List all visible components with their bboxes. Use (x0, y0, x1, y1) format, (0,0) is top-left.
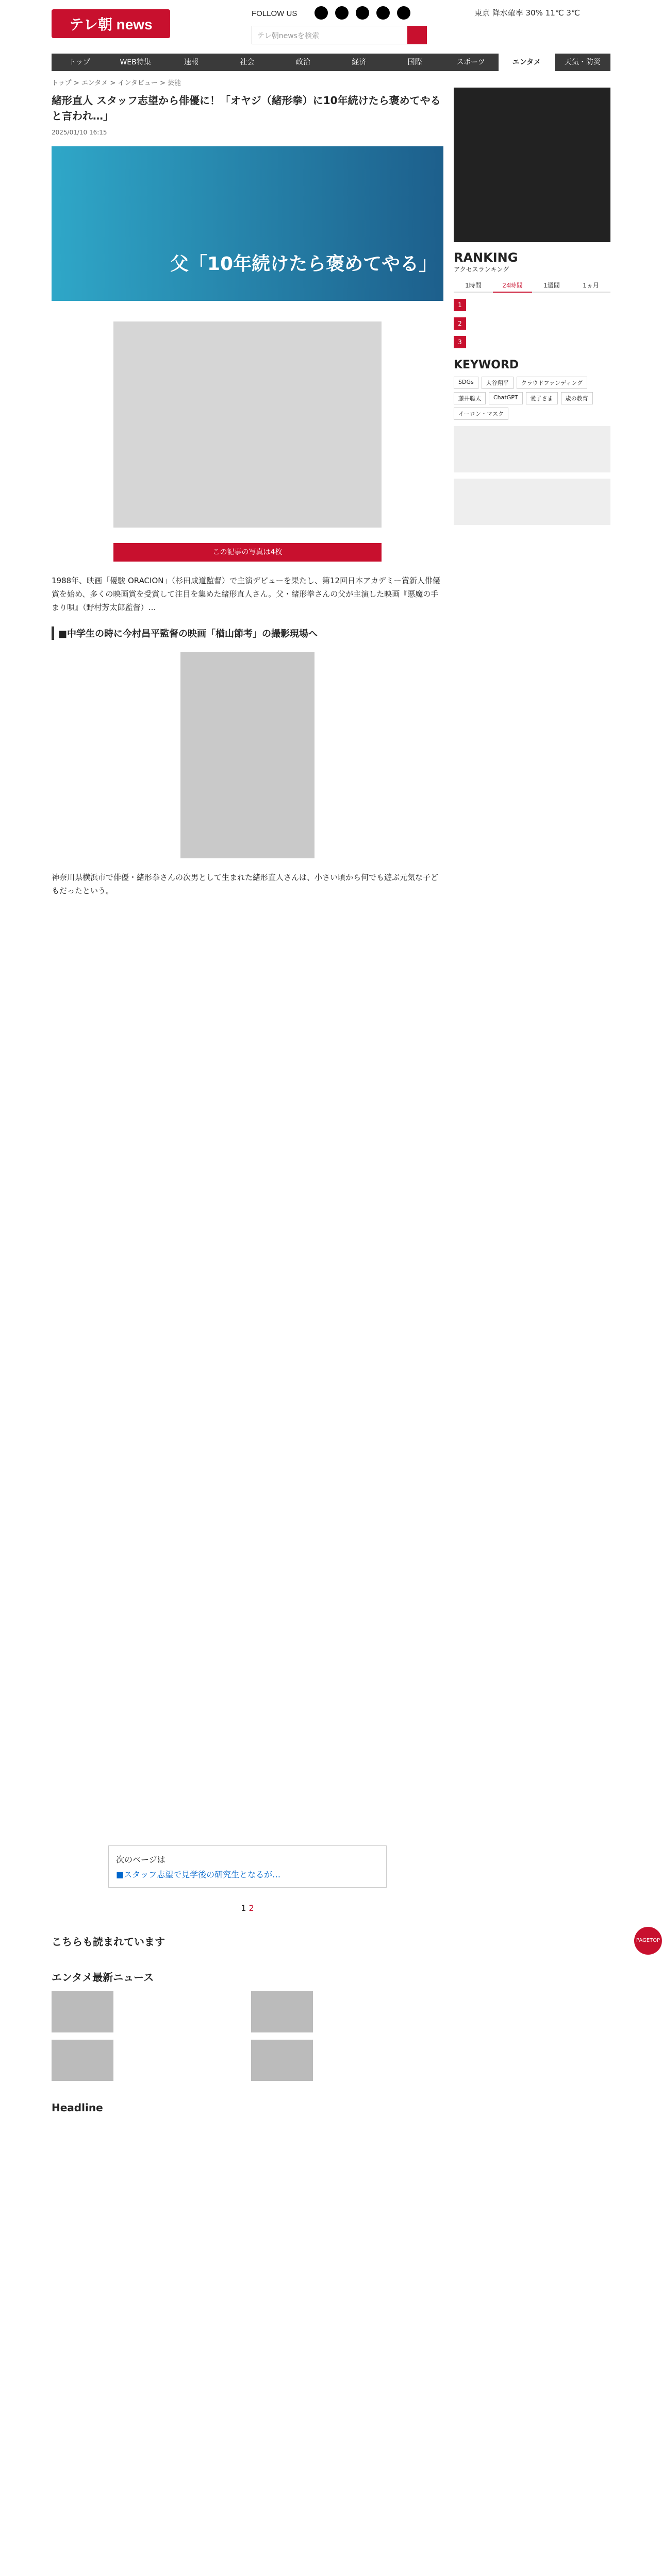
tab[interactable]: 1時間 (454, 279, 493, 293)
next-page-label: 次のページは (116, 1855, 166, 1865)
nav-item[interactable]: スポーツ (456, 58, 485, 66)
keyword-tag[interactable]: イーロン・マスク (454, 408, 508, 420)
news-card[interactable] (251, 2040, 443, 2081)
ent-news-heading: エンタメ最新ニュース (52, 1971, 154, 1984)
section-heading: ■中学生の時に今村昌平監督の映画「楢山節考」の撮影現場へ (52, 626, 443, 640)
next-page-link[interactable]: ■スタッフ志望で見学後の研究生となるが… (116, 1870, 281, 1879)
keyword-list (454, 377, 610, 420)
headline-heading: Headline (52, 2102, 103, 2114)
nav-item-active[interactable]: エンタメ (499, 54, 554, 71)
article-body-continued (52, 897, 443, 1825)
portrait-photo[interactable] (113, 321, 382, 528)
article-title: 緒形直人 スタッフ志望から俳優に！「オヤジ（緒形拳）に10年続けたら褒めてやると言われ…」 (52, 94, 441, 122)
keyword-tag[interactable]: 歳の教育 (561, 392, 593, 404)
article-main (52, 88, 443, 2114)
news-card[interactable] (251, 1991, 443, 2032)
article-paragraph: 神奈川県横浜市で俳優・緒形拳さんの次男として生まれた緒形直人さんは、小さい頃から何でも遊ぶ元気な子どもだったという。 (52, 873, 439, 895)
youtube-icon[interactable] (335, 6, 349, 20)
tab[interactable]: 1週間 (532, 279, 571, 293)
main-nav (52, 54, 610, 71)
tiktok-icon[interactable] (397, 6, 410, 20)
header (0, 0, 662, 52)
article-date: 2025/01/10 16:15 (52, 129, 107, 136)
hero-caption: 父「10年続けたら褒めてやる」 (170, 253, 438, 275)
facebook-icon[interactable] (356, 6, 369, 20)
social-icons (315, 6, 410, 20)
tab[interactable]: 1ヵ月 (571, 279, 610, 293)
tab-active[interactable]: 24時間 (493, 279, 532, 293)
keyword-tag[interactable]: ChatGPT (489, 392, 523, 404)
page-2[interactable]: 2 (249, 1903, 254, 1913)
page-1[interactable]: 1 (241, 1903, 246, 1913)
keyword-tag[interactable]: 藤井聡太 (454, 392, 486, 404)
follow-label: FOLLOW US (252, 9, 297, 18)
keyword-tag[interactable]: クラウドファンディング (517, 377, 587, 389)
nav-item[interactable]: 経済 (352, 58, 367, 66)
ranking-subtitle: アクセスランキング (454, 266, 509, 273)
news-thumb (52, 1991, 113, 2032)
breadcrumb: トップ > エンタメ > インタビュー > 芸能 (52, 79, 181, 87)
pagetop-button[interactable]: PAGETOP (634, 1927, 662, 1955)
news-thumb (251, 2040, 313, 2081)
ranking-item[interactable]: 2 (454, 317, 610, 330)
search-button[interactable] (407, 26, 427, 44)
pagination (52, 1903, 443, 1913)
ranking-item[interactable]: 1 (454, 299, 610, 311)
site-logo[interactable]: テレ朝 news (52, 9, 170, 38)
weather-widget[interactable]: 東京 降水確率 30% 11℃ 3℃ (474, 8, 580, 18)
news-thumb (52, 2040, 113, 2081)
ranking-item[interactable]: 3 (454, 336, 610, 348)
hero-image (52, 146, 443, 301)
article-paragraph: 1988年、映画「優駿 ORACION」（杉田成道監督）で主演デビューを果たし、第12回日本アカデミー賞新人俳優賞を始め、多くの映画賞を受賞して注目を集めた緒形直人さん。父・緒形拳さんの父が主演した映画『悪魔の手まり唄』（野村芳太郎監督）… (52, 576, 440, 612)
related-heading: こちらも読まれています (52, 1936, 165, 1948)
nav-item[interactable]: 国際 (407, 58, 422, 66)
promo-banner[interactable] (454, 479, 610, 525)
instagram-icon[interactable] (376, 6, 390, 20)
nav-item[interactable]: 速報 (184, 58, 199, 66)
search-input[interactable]: テレ朝newsを検索 (252, 26, 427, 44)
nav-item[interactable]: 天気・防災 (564, 58, 601, 66)
video-ad[interactable] (454, 88, 610, 242)
x-icon[interactable] (315, 6, 328, 20)
nav-item[interactable]: 政治 (295, 58, 310, 66)
nav-item[interactable]: 社会 (240, 58, 255, 66)
ranking-tabs (454, 279, 610, 293)
sidebar (454, 82, 610, 525)
next-page-box (108, 1845, 387, 1888)
photo-count-button[interactable]: この記事の写真は4枚 (113, 543, 382, 562)
promo-banner[interactable] (454, 426, 610, 472)
news-card[interactable] (52, 1991, 244, 2032)
keyword-tag[interactable]: 大谷翔平 (482, 377, 514, 389)
ent-news-grid (52, 1991, 443, 2081)
news-thumb (251, 1991, 313, 2032)
keyword-title: KEYWORD (454, 359, 519, 371)
ranking-title: RANKING (454, 250, 518, 265)
nav-item[interactable]: WEB特集 (120, 58, 151, 66)
nav-item[interactable]: トップ (69, 58, 90, 66)
keyword-tag[interactable]: 愛子さま (526, 392, 558, 404)
article-photo[interactable] (180, 652, 315, 858)
keyword-tag[interactable]: SDGs (454, 377, 478, 389)
news-card[interactable] (52, 2040, 244, 2081)
